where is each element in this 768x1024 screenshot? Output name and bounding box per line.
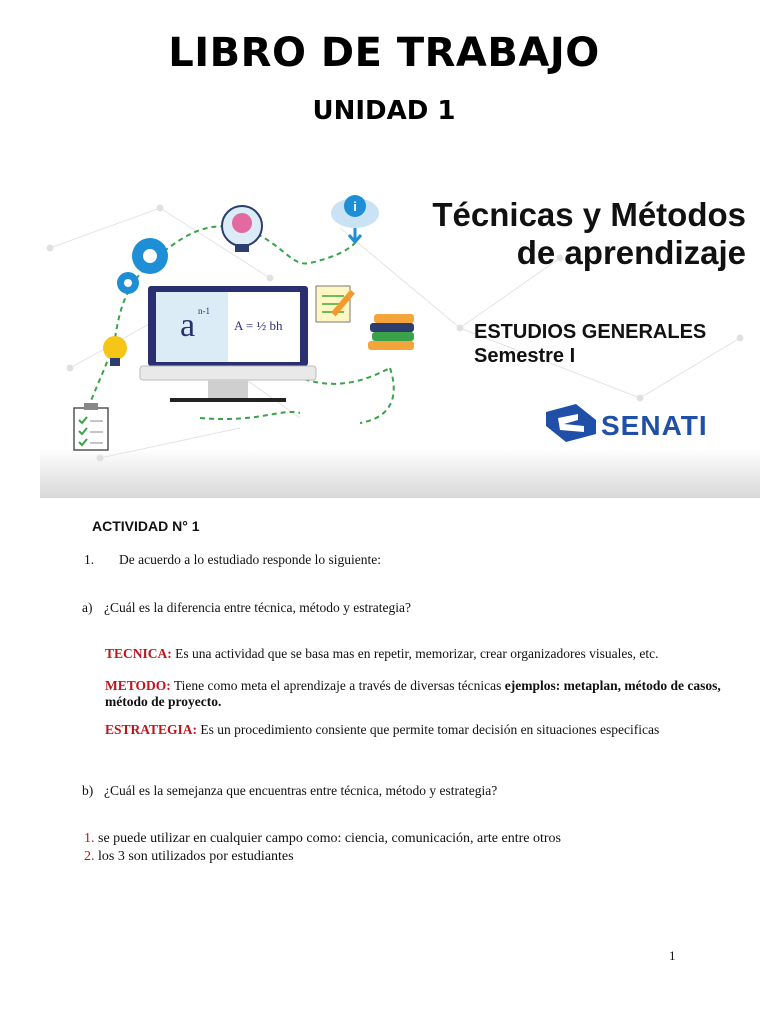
metodo-text: Tiene como meta el aprendizaje a través de diversas técnicas	[170, 678, 505, 693]
question-a-text: ¿Cuál es la diferencia entre técnica, método y estrategia?	[104, 600, 411, 615]
answer-estrategia	[105, 721, 755, 738]
metodo-examples-continued: método de proyecto.	[105, 694, 222, 709]
question-1-number: 1.	[84, 552, 95, 567]
cover-title-line-1: Técnicas y Métodos	[432, 196, 746, 233]
cover-title	[432, 196, 746, 272]
metodo-label: METODO:	[105, 678, 171, 693]
tecnica-label: TECNICA:	[105, 646, 172, 661]
question-b-label: b)	[82, 783, 94, 798]
books-icon	[368, 314, 414, 350]
document-title: LIBRO DE TRABAJO	[168, 30, 600, 76]
estrategia-label: ESTRATEGIA:	[105, 722, 198, 737]
similarity-answer-1	[84, 830, 561, 848]
cover-title-line-2: de aprendizaje	[516, 234, 746, 271]
formula-exponent: n-1	[198, 306, 210, 316]
semester: Semestre I	[474, 345, 576, 367]
question-1-text: De acuerdo a lo estudiado responde lo siguiente:	[119, 552, 382, 567]
metodo-examples: ejemplos: metaplan, método de casos,	[504, 678, 721, 693]
notepad-icon	[316, 286, 355, 322]
answer-2-number: 2.	[84, 849, 95, 864]
formula-variable: a	[180, 307, 196, 344]
senati-logo-text: SENATI	[601, 410, 708, 441]
question-b-text: ¿Cuál es la semejanza que encuentras entre técnica, método y estrategia?	[104, 783, 498, 798]
subject-block	[474, 320, 706, 368]
svg-text:i: i	[353, 199, 357, 214]
answer-tecnica	[105, 645, 755, 662]
similarity-answer-2	[84, 848, 294, 866]
unit-title: UNIDAD 1	[312, 96, 456, 126]
activity-heading: ACTIVIDAD N° 1	[92, 518, 200, 534]
question-a-label: a)	[82, 600, 93, 615]
answer-1-text: se puede utilizar en cualquier campo como: ciencia, comunicación, arte entre otros	[94, 831, 561, 846]
estrategia-text: Es un procedimiento consiente que permite tomar decisión en situaciones especificas	[197, 722, 660, 737]
answer-2-text: los 3 son utilizados por estudiantes	[94, 849, 294, 864]
tecnica-text: Es una actividad que se basa mas en repetir, memorizar, crear organizadores visuales, etc.	[171, 646, 659, 661]
subject-name: ESTUDIOS GENERALES	[474, 321, 707, 343]
formula-area: A = ½ bh	[234, 318, 283, 333]
answer-1-number: 1.	[84, 831, 95, 846]
answer-metodo	[105, 677, 760, 694]
page-number: 1	[669, 948, 676, 963]
checklist-icon	[74, 403, 108, 450]
